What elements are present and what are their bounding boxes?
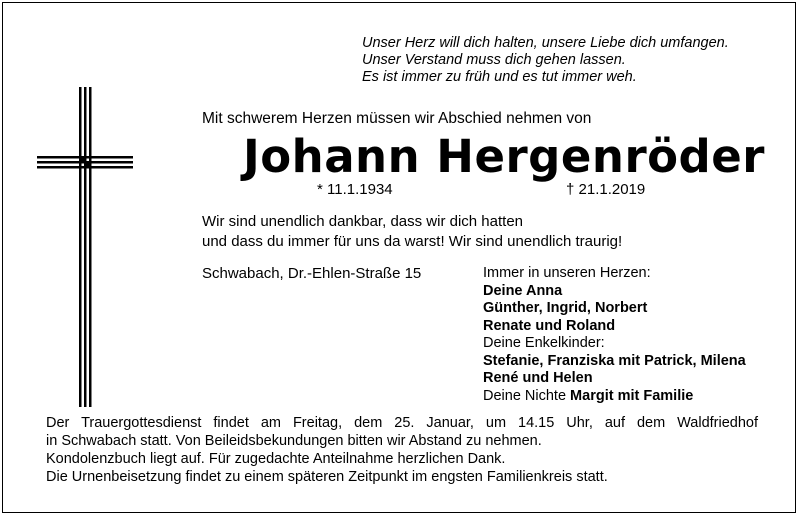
gratitude-text (202, 212, 622, 252)
gratitude-line-2: und dass du immer für uns da warst! Wir sind unendlich traurig! (202, 233, 623, 250)
niece-prefix: Deine Nichte (483, 387, 571, 404)
service-line-3: Kondolenzbuch liegt auf. Für zugedachte Anteilnahme herzlichen Dank. (46, 451, 506, 467)
cross-icon (37, 87, 133, 407)
mourner-line-2: Günther, Ingrid, Norbert (483, 300, 648, 316)
niece-line (483, 388, 746, 406)
service-line-2: in Schwabach statt. Von Beileidsbekundungen bitten wir Abstand zu nehmen. (46, 433, 542, 449)
mourners-list (483, 265, 746, 405)
family-address: Schwabach, Dr.-Ehlen-Straße 15 (202, 265, 422, 282)
intro-text: Mit schwerem Herzen müssen wir Abschied nehmen von (202, 110, 592, 127)
poem-line-2: Unser Verstand muss dich gehen lassen. (362, 52, 626, 68)
poem-line-3: Es ist immer zu früh und es tut immer weh. (362, 69, 637, 85)
service-notice (46, 414, 758, 486)
niece-name: Margit mit Familie (570, 387, 694, 404)
mourner-line-3: Renate und Roland (483, 317, 616, 334)
gratitude-line-1: Wir sind unendlich dankbar, dass wir dich hatten (202, 213, 524, 230)
mourners-heading: Immer in unseren Herzen: (483, 265, 651, 281)
grandchildren-label: Deine Enkelkinder: (483, 335, 605, 351)
service-line-1: Der Trauergottesdienst findet am Freitag, dem 25. Januar, um 14.15 Uhr, auf dem Waldfriedhof (46, 415, 758, 431)
poem-verse (362, 35, 729, 86)
death-date: † 21.1.2019 (566, 181, 646, 198)
mourner-line-5: René und Helen (483, 370, 593, 386)
service-line-4: Die Urnenbeisetzung findet zu einem späteren Zeitpunkt im engsten Familienkreis statt. (46, 469, 608, 485)
deceased-name: Johann Hergenröder (243, 130, 765, 183)
poem-line-1: Unser Herz will dich halten, unsere Liebe dich umfangen. (362, 35, 729, 51)
birth-date: * 11.1.1934 (317, 181, 393, 198)
mourner-line-4: Stefanie, Franziska mit Patrick, Milena (483, 352, 746, 369)
mourner-line-1: Deine Anna (483, 282, 563, 299)
